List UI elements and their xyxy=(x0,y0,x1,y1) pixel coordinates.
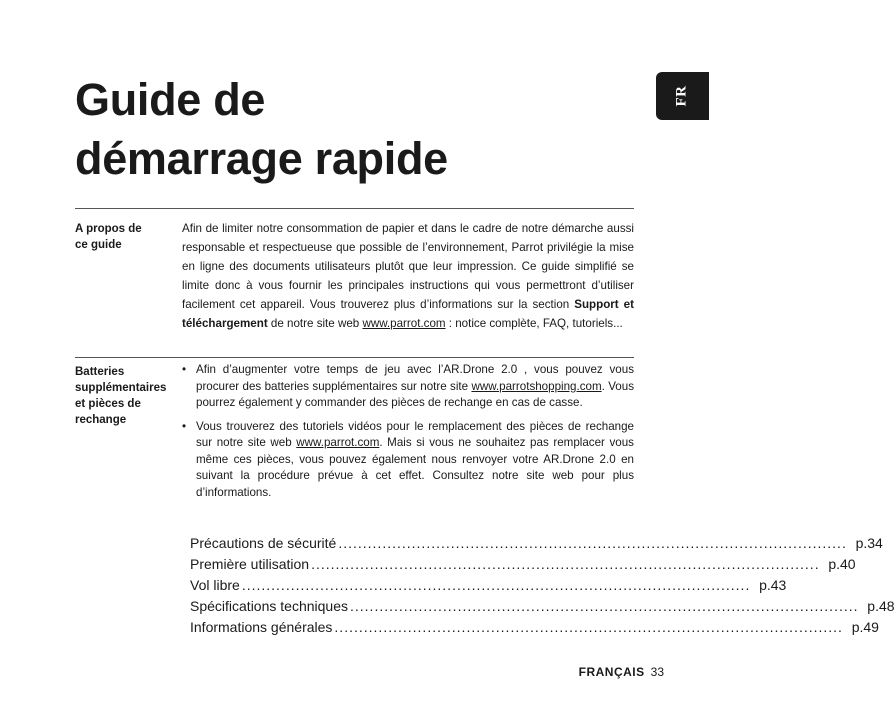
bullet-icon: • xyxy=(182,363,187,376)
parrotshopping-link[interactable]: www.parrotshopping.com xyxy=(471,379,602,393)
footer-language: FRANÇAIS xyxy=(578,665,645,679)
toc-entry[interactable] xyxy=(190,596,895,617)
page-footer xyxy=(560,665,664,679)
toc-entry-page: p.43 xyxy=(759,577,787,593)
about-text-part-2: de notre site web xyxy=(267,317,363,330)
toc-entry[interactable] xyxy=(190,617,879,638)
section-divider-middle xyxy=(75,357,634,358)
about-label-line-1: A propos de xyxy=(75,223,142,235)
batteries-bullet-list xyxy=(182,362,634,508)
toc-entry[interactable] xyxy=(190,554,856,575)
about-text-part-1: Afin de limiter notre consommation de papier et dans le cadre de notre démarche aussi responsable et respectueuse que possible de l’environnement, Parrot privilégie la mise en ligne des documents utilisateurs plutôt que leur impression. Ce guide simplifié se limite donc à vous fournir les principales instructions qui vous permettront d’utiliser facilement cet appareil. Vous trouverez plus d’informations sur la section xyxy=(182,222,634,311)
support-section-name: Support et téléchargement xyxy=(182,298,634,330)
toc-entry[interactable] xyxy=(190,533,883,554)
toc-entry-label: Informations générales xyxy=(190,619,333,635)
page-number: 33 xyxy=(650,665,664,679)
batteries-section-label xyxy=(75,364,185,428)
bullet-1-text-part-1: Afin d’augmenter votre temps de jeu avec l’AR.Drone 2.0 , vous pouvez vous procurer des batteries supplémentaires sur notre site xyxy=(196,363,634,393)
toc-entry-label: Première utilisation xyxy=(190,556,310,572)
about-section-label xyxy=(75,221,185,253)
toc-entry-label: Spécifications techniques xyxy=(190,598,348,614)
bullet-2-text-part-1: Vous trouverez des tutoriels vidéos pour le remplacement des pièces de rechange sur notre site web xyxy=(196,419,634,449)
toc-leader-dots: ........................................................................................................ xyxy=(350,598,859,614)
bullet-1-text-part-2: . Vous pourrez également y commander des pièces de rechange en cas de casse. xyxy=(196,379,634,409)
batteries-label-line-4: rechange xyxy=(75,414,127,426)
batteries-label-line-2: supplémentaires xyxy=(75,382,167,394)
toc-entry-page: p.49 xyxy=(851,619,879,635)
batteries-label-line-1: Batteries xyxy=(75,366,125,378)
title-line-1: Guide de xyxy=(75,74,266,125)
bullet-2-text-part-2: . Mais si vous ne souhaitez pas remplacer vous même ces pièces, vous pouvez également nous renvoyer votre AR.Drone 2.0 en suivant la procédure prévue à cet effet. Consultez notre site web pour plus d’informations. xyxy=(196,436,634,499)
table-of-contents xyxy=(190,533,895,638)
parrot-website-link[interactable]: www.parrot.com xyxy=(362,317,446,330)
about-paragraph xyxy=(182,219,634,333)
parrot-website-link[interactable]: www.parrot.com xyxy=(296,436,380,449)
toc-entry[interactable] xyxy=(190,575,787,596)
toc-leader-dots: ........................................................................................................ xyxy=(241,577,751,593)
about-text-part-3: : notice complète, FAQ, tutoriels... xyxy=(445,317,623,330)
toc-entry-label: Vol libre xyxy=(190,577,240,593)
bullet-icon: • xyxy=(182,419,187,433)
list-item xyxy=(182,362,634,412)
language-tab-label: FR xyxy=(673,85,690,107)
section-divider-top xyxy=(75,208,634,209)
batteries-label-line-3: et pièces de xyxy=(75,398,141,410)
list-item xyxy=(182,419,634,502)
toc-leader-dots: ........................................................................................................ xyxy=(334,619,843,635)
title-line-2: démarrage rapide xyxy=(75,133,448,184)
toc-leader-dots: ........................................................................................................ xyxy=(338,535,847,551)
toc-entry-label: Précautions de sécurité xyxy=(190,535,337,551)
toc-entry-page: p.40 xyxy=(828,556,856,572)
toc-leader-dots: ........................................................................................................ xyxy=(311,556,820,572)
page-title xyxy=(75,70,448,188)
about-label-line-2: ce guide xyxy=(75,239,122,251)
toc-entry-page: p.34 xyxy=(855,535,883,551)
toc-entry-page: p.48 xyxy=(867,598,895,614)
language-tab xyxy=(656,72,709,120)
